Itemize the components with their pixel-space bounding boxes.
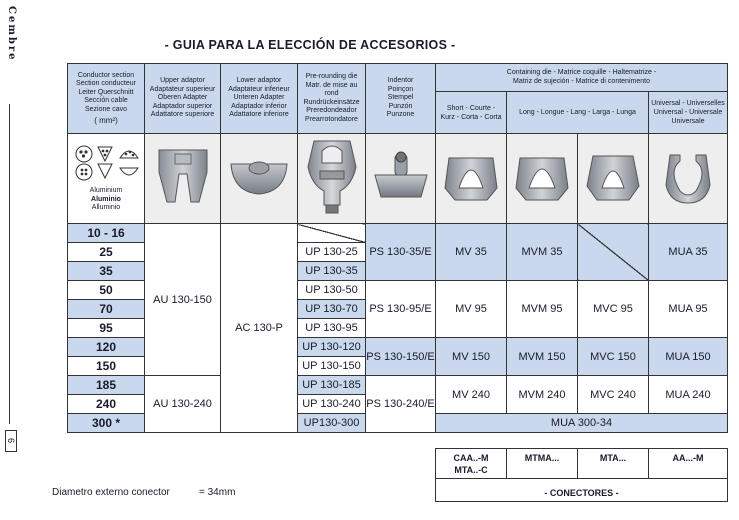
pre-rounding-cell: UP 130-25 <box>298 243 366 262</box>
header-line: Matriz de sujeción - Matrice di contenimento <box>513 77 650 85</box>
pre-rounding-die-icon <box>304 137 360 217</box>
header-long-die <box>507 92 649 134</box>
header-line: Universal - Universelles <box>651 100 725 107</box>
die-cell: MVM 35 <box>507 224 578 281</box>
short-die-icon <box>441 148 501 206</box>
die-cell: MV 35 <box>436 224 507 281</box>
pre-rounding-empty <box>298 224 366 243</box>
header-line: Upper adaptor <box>160 77 205 85</box>
header-universal-die <box>649 92 728 134</box>
header-line: Aluminium <box>89 187 123 195</box>
lower-adaptor-image <box>221 134 298 224</box>
die-cell: MVM 150 <box>507 338 578 376</box>
section-cell: 150 <box>68 357 145 376</box>
header-line: Unteren Adapter <box>233 94 285 102</box>
die-cell: MVC 95 <box>578 281 649 338</box>
conductor-shapes-icon <box>70 144 142 182</box>
die-cell-mua300: MUA 300-34 <box>436 414 728 433</box>
section-cell: 50 <box>68 281 145 300</box>
die-cell: MVM 95 <box>507 281 578 338</box>
connector-cell: MTA... <box>578 449 649 479</box>
die-cell: MUA 35 <box>649 224 728 281</box>
header-line: Adattatore superiore <box>150 111 215 119</box>
header-line: Matr. de mise au rond <box>305 81 358 97</box>
header-line: Punzón <box>388 102 413 110</box>
connectors-table <box>435 448 728 502</box>
section-cell: 95 <box>68 319 145 338</box>
die-cell: MUA 150 <box>649 338 728 376</box>
pre-rounding-cell: UP 130-35 <box>298 262 366 281</box>
header-line: Prearrotondatore <box>305 115 358 123</box>
indentor-cell: PS 130-240/E <box>366 376 436 433</box>
header-conductor-section <box>68 64 145 134</box>
lower-adaptor-icon <box>227 152 291 202</box>
header-containing-die <box>436 64 728 92</box>
section-cell: 70 <box>68 300 145 319</box>
long-die-icon <box>583 148 643 206</box>
pre-rounding-cell: UP 130-185 <box>298 376 366 395</box>
brand-name: Cembre <box>6 6 17 62</box>
die-cell: MUA 95 <box>649 281 728 338</box>
connector-cell: MTMA... <box>507 449 578 479</box>
header-line: Adaptateur superieur <box>149 85 216 93</box>
header-line: Section conducteur <box>76 80 136 87</box>
header-line: Adattatore inferiore <box>229 111 289 119</box>
section-cell: 25 <box>68 243 145 262</box>
long-die-image-1 <box>507 134 578 224</box>
connector-line: MTA..-C <box>454 464 488 475</box>
long-die-icon <box>512 148 572 206</box>
pre-rounding-cell: UP130-300 <box>298 414 366 433</box>
header-short-die <box>436 92 507 134</box>
page-number: 6 <box>5 430 17 452</box>
header-line: Universal - Universale <box>653 109 723 116</box>
header-line: Adaptador superior <box>152 102 213 110</box>
brand-divider <box>9 104 10 424</box>
die-empty <box>578 224 649 281</box>
indentor-cell: PS 130-95/E <box>366 281 436 338</box>
header-lower-adaptor <box>221 64 298 134</box>
connector-diameter-note <box>52 487 236 498</box>
diameter-value: = 34mm <box>199 487 236 498</box>
die-cell: MV 150 <box>436 338 507 376</box>
pre-rounding-cell: UP 130-120 <box>298 338 366 357</box>
header-line: Adaptador inferior <box>231 102 287 110</box>
section-cell: 240 <box>68 395 145 414</box>
accessories-table <box>67 63 728 433</box>
header-line: Pre-rounding die <box>305 73 358 80</box>
header-line: Preredondeador <box>306 107 357 114</box>
upper-adaptor-cell: AU 130-240 <box>145 376 221 433</box>
pre-rounding-die-image <box>298 134 366 224</box>
connector-line: CAA..-M <box>453 452 489 463</box>
header-line: Adaptateur inferieur <box>228 85 290 93</box>
header-line: Leiter Querschnitt <box>78 88 134 96</box>
universal-die-image <box>649 134 728 224</box>
header-line: Containing die - Matrice coquille - Haltematrize - <box>506 69 657 76</box>
indentor-cell: PS 130-35/E <box>366 224 436 281</box>
indentor-image <box>366 134 436 224</box>
pre-rounding-cell: UP 130-95 <box>298 319 366 338</box>
header-line: Punzone <box>386 111 415 119</box>
die-cell: MUA 240 <box>649 376 728 414</box>
aluminium-label <box>68 187 144 213</box>
connector-cell <box>436 449 507 479</box>
section-cell: 35 <box>68 262 145 281</box>
header-upper-adaptor <box>145 64 221 134</box>
long-die-image-2 <box>578 134 649 224</box>
header-indentor <box>366 64 436 134</box>
upper-adaptor-cell: AU 130-150 <box>145 224 221 376</box>
header-line: Conductor section <box>77 71 135 79</box>
die-cell: MVM 240 <box>507 376 578 414</box>
header-line: Short - Courte - <box>446 104 496 112</box>
page-title: - GUIA PARA LA ELECCIÓN DE ACCESORIOS - <box>164 38 456 52</box>
indentor-cell: PS 130-150/E <box>366 338 436 376</box>
die-cell: MVC 150 <box>578 338 649 376</box>
header-line: Rundrückeinsätze <box>303 98 360 106</box>
section-cell: 185 <box>68 376 145 395</box>
die-cell: MV 240 <box>436 376 507 414</box>
unit-label: ( mm²) <box>94 116 118 125</box>
header-line: Long - Longue - Lang - Larga - Lunga <box>519 109 636 116</box>
header-line: Stempel <box>387 94 414 102</box>
header-line: Poinçon <box>387 85 414 93</box>
pre-rounding-cell: UP 130-240 <box>298 395 366 414</box>
universal-die-icon <box>658 147 718 207</box>
header-pre-rounding-die <box>298 64 366 134</box>
header-line: Alluminio <box>91 204 121 212</box>
header-line: Aluminio <box>91 195 121 203</box>
pre-rounding-cell: UP 130-70 <box>298 300 366 319</box>
diameter-label: Diametro externo conector <box>52 487 170 498</box>
lower-adaptor-cell: AC 130-P <box>221 224 298 433</box>
header-line: Lower adaptor <box>236 77 282 85</box>
short-die-image <box>436 134 507 224</box>
section-cell: 300 * <box>68 414 145 433</box>
pre-rounding-cell: UP 130-150 <box>298 357 366 376</box>
connectors-footer: - CONECTORES - <box>436 479 728 502</box>
indentor-icon <box>369 147 433 207</box>
die-cell: MVC 240 <box>578 376 649 414</box>
connector-cell: AA...-M <box>649 449 728 479</box>
header-line: Kurz - Corta - Corta <box>440 113 502 121</box>
section-cell: 120 <box>68 338 145 357</box>
header-line: Sezione cavo <box>84 105 128 113</box>
die-cell: MV 95 <box>436 281 507 338</box>
header-line: Sección cable <box>84 97 128 104</box>
header-line: Indentor <box>387 77 414 85</box>
header-line: Universale <box>671 118 705 125</box>
pre-rounding-cell: UP 130-50 <box>298 281 366 300</box>
cable-section-illustration <box>68 134 145 224</box>
section-cell: 10 - 16 <box>68 224 145 243</box>
upper-adaptor-icon <box>153 142 213 212</box>
brand-logo <box>3 6 17 62</box>
header-line: Oberen Adapter <box>157 94 208 102</box>
upper-adaptor-image <box>145 134 221 224</box>
